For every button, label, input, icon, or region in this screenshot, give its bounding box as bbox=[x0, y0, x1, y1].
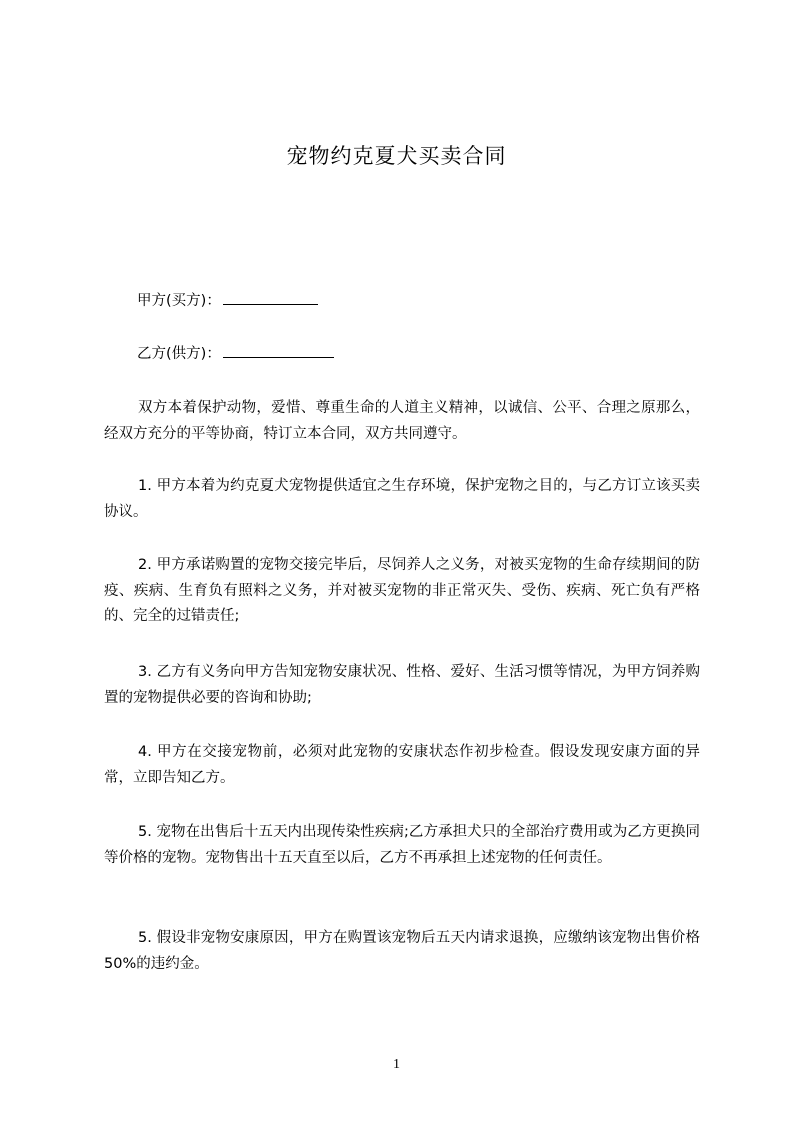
party-b-label: 乙方(供方)： bbox=[137, 346, 221, 362]
intro-paragraph: 双方本着保护动物，爱惜、尊重生命的人道主义精神，以诚信、公平、合理之原那么，经双方充分的平等协商，特订立本合同，双方共同遵守。 bbox=[104, 400, 700, 442]
clause-5: 5. 宠物在出售后十五天内出现传染性疾病;乙方承担犬只的全部治疗费用或为乙方更换同等价格的宠物。宠物售出十五天直至以后，乙方不再承担上述宠物的任何责任。 bbox=[104, 824, 700, 866]
clause-1: 1. 甲方本着为约克夏犬宠物提供适宜之生存环境，保护宠物之目的，与乙方订立该买卖协议。 bbox=[104, 478, 700, 520]
clause-4: 4. 甲方在交接宠物前，必须对此宠物的安康状态作初步检查。假设发现安康方面的异常，立即告知乙方。 bbox=[104, 744, 700, 786]
contract-title: 宠物约克夏犬买卖合同 bbox=[286, 144, 507, 168]
party-b-line bbox=[137, 342, 334, 366]
party-b-blank bbox=[223, 342, 334, 358]
page-number: 1 bbox=[393, 1057, 400, 1072]
party-a-label: 甲方(买方)： bbox=[137, 293, 221, 309]
clause-6: 5. 假设非宠物安康原因，甲方在购置该宠物后五天内请求退换，应缴纳该宠物出售价格 50%的违约金。 bbox=[104, 930, 700, 972]
clause-3: 3. 乙方有义务向甲方告知宠物安康状况、性格、爱好、生活习惯等情况，为甲方饲养购置的宠物提供必要的咨询和协助; bbox=[104, 664, 700, 706]
clause-2: 2. 甲方承诺购置的宠物交接完毕后，尽饲养人之义务，对被买宠物的生命存续期间的防疫、疾病、生育负有照料之义务，并对被买宠物的非正常灭失、受伤、疾病、死亡负有严格的、完全的过错责任; bbox=[104, 557, 700, 624]
party-a-line bbox=[137, 289, 318, 313]
party-a-blank bbox=[223, 289, 318, 305]
